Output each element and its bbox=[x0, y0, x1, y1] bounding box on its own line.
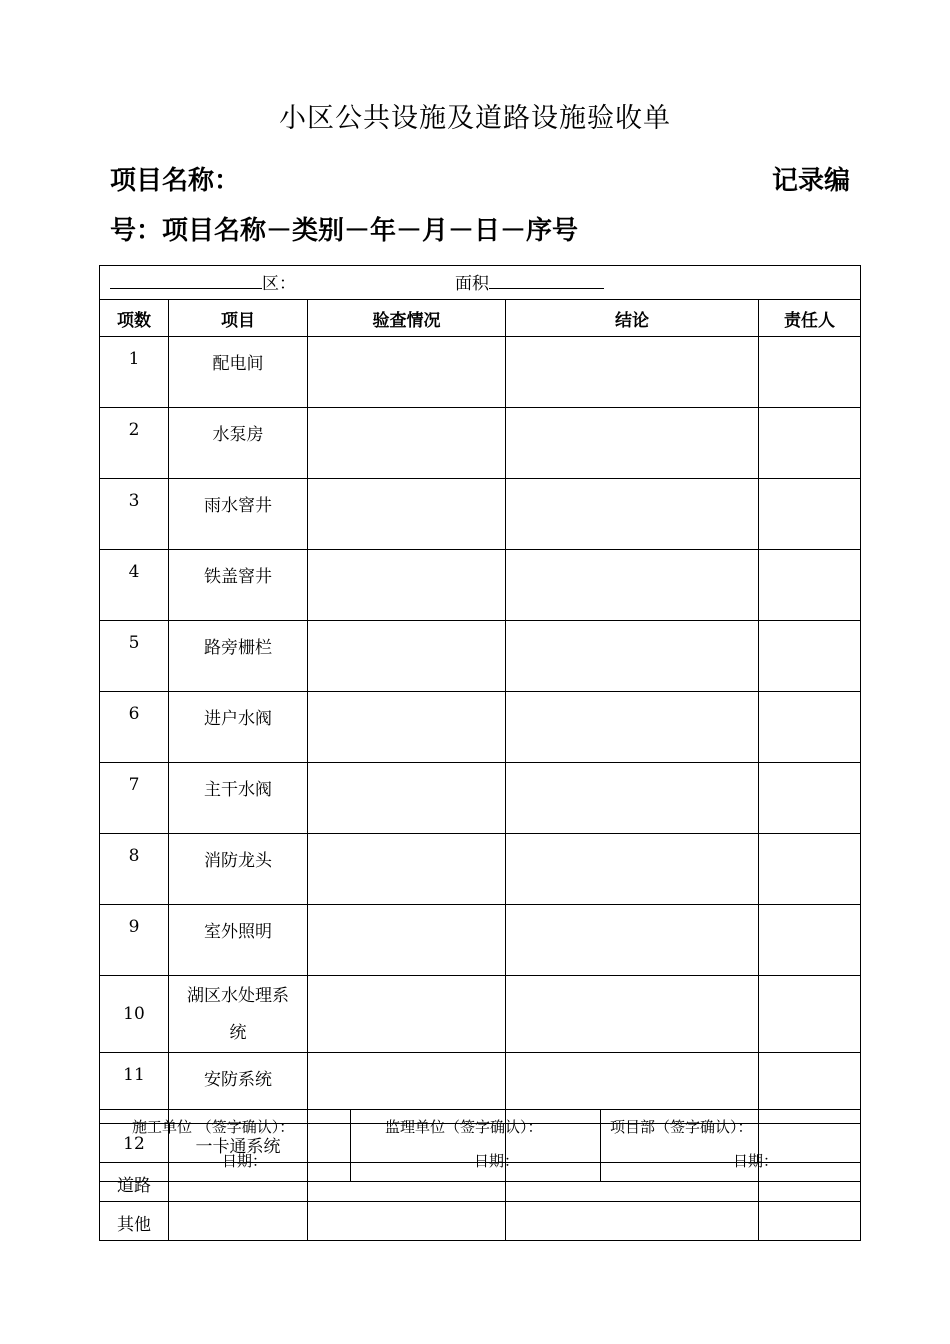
row-item bbox=[169, 1202, 308, 1241]
supervision-sign-label: 监理单位（签字确认）： bbox=[385, 1118, 543, 1136]
row-no: 6 bbox=[100, 692, 169, 763]
record-no-label: 记录编 bbox=[771, 166, 850, 196]
header-responsible: 责任人 bbox=[759, 300, 861, 337]
table-row bbox=[100, 692, 861, 763]
table-row bbox=[100, 550, 861, 621]
table-row bbox=[100, 834, 861, 905]
inspection-cell[interactable] bbox=[308, 479, 506, 550]
inspection-cell[interactable] bbox=[308, 550, 506, 621]
conclusion-cell[interactable] bbox=[506, 621, 759, 692]
row-item: 路旁栅栏 bbox=[169, 621, 308, 692]
row-no: 4 bbox=[100, 550, 169, 621]
zone-field[interactable]: 区： bbox=[110, 269, 296, 294]
document-title: 小区公共设施及道路设施验收单 bbox=[279, 103, 671, 134]
row-item: 室外照明 bbox=[169, 905, 308, 976]
signature-table bbox=[99, 1109, 861, 1182]
table-row bbox=[100, 621, 861, 692]
table-row bbox=[100, 408, 861, 479]
inspection-cell[interactable] bbox=[308, 337, 506, 408]
table-row bbox=[100, 763, 861, 834]
conclusion-cell[interactable] bbox=[506, 550, 759, 621]
header-conclusion: 结论 bbox=[506, 300, 759, 337]
conclusion-cell[interactable] bbox=[506, 408, 759, 479]
table-row bbox=[100, 905, 861, 976]
responsible-cell[interactable] bbox=[759, 905, 861, 976]
row-no: 8 bbox=[100, 834, 169, 905]
header-line-1 bbox=[110, 160, 850, 197]
responsible-cell[interactable] bbox=[759, 550, 861, 621]
row-item: 铁盖窨井 bbox=[169, 550, 308, 621]
row-item: 一卡通系统 bbox=[169, 1124, 308, 1163]
responsible-cell[interactable] bbox=[759, 834, 861, 905]
construction-signature[interactable] bbox=[100, 1110, 351, 1182]
project-name-label: 项目名称： bbox=[110, 166, 241, 196]
row-no: 1 bbox=[100, 337, 169, 408]
table-row bbox=[100, 1202, 861, 1241]
header-inspection: 验查情况 bbox=[308, 300, 506, 337]
header-item: 项目 bbox=[169, 300, 308, 337]
responsible-cell[interactable] bbox=[759, 479, 861, 550]
conclusion-cell[interactable] bbox=[506, 834, 759, 905]
record-no-format: 号：项目名称－类别－年－月－日－序号 bbox=[110, 216, 579, 246]
conclusion-cell[interactable] bbox=[506, 337, 759, 408]
row-no: 3 bbox=[100, 479, 169, 550]
project-dept-sign-label: 项目部（签字确认）： bbox=[610, 1118, 753, 1136]
responsible-cell[interactable] bbox=[759, 337, 861, 408]
inspection-cell[interactable] bbox=[308, 834, 506, 905]
row-no: 5 bbox=[100, 621, 169, 692]
row-no: 道路 bbox=[100, 1163, 169, 1202]
inspection-cell[interactable] bbox=[308, 905, 506, 976]
row-no: 10 bbox=[100, 976, 169, 1053]
inspection-cell[interactable] bbox=[308, 763, 506, 834]
inspection-cell[interactable] bbox=[308, 692, 506, 763]
row-item: 配电间 bbox=[169, 337, 308, 408]
row-no: 12 bbox=[100, 1124, 169, 1163]
row-no: 9 bbox=[100, 905, 169, 976]
responsible-cell[interactable] bbox=[759, 1202, 861, 1241]
row-item: 雨水窨井 bbox=[169, 479, 308, 550]
header-no: 项数 bbox=[100, 300, 169, 337]
row-item: 湖区水处理系 统 bbox=[169, 976, 308, 1053]
row-item: 水泵房 bbox=[169, 408, 308, 479]
table-row bbox=[100, 479, 861, 550]
row-no: 7 bbox=[100, 763, 169, 834]
conclusion-cell[interactable] bbox=[506, 479, 759, 550]
conclusion-cell[interactable] bbox=[506, 1202, 759, 1241]
supervision-date-label: 日期： bbox=[474, 1152, 520, 1170]
project-dept-date-label: 日期： bbox=[733, 1152, 779, 1170]
row-item: 主干水阀 bbox=[169, 763, 308, 834]
responsible-cell[interactable] bbox=[759, 763, 861, 834]
construction-sign-label: 施工单位 （签字确认）： bbox=[132, 1118, 295, 1136]
table-header bbox=[100, 300, 861, 337]
area-field[interactable]: 面积 bbox=[455, 269, 604, 294]
responsible-cell[interactable] bbox=[759, 621, 861, 692]
conclusion-cell[interactable] bbox=[506, 905, 759, 976]
responsible-cell[interactable] bbox=[759, 976, 861, 1053]
row-item: 进户水阀 bbox=[169, 692, 308, 763]
responsible-cell[interactable] bbox=[759, 408, 861, 479]
inspection-table bbox=[99, 265, 861, 1241]
row-item: 消防龙头 bbox=[169, 834, 308, 905]
inspection-cell[interactable] bbox=[308, 1202, 506, 1241]
area-row bbox=[100, 266, 861, 300]
row-no: 其他 bbox=[100, 1202, 169, 1241]
construction-date-label: 日期： bbox=[222, 1152, 268, 1170]
inspection-cell[interactable] bbox=[308, 408, 506, 479]
inspection-cell[interactable] bbox=[308, 976, 506, 1053]
responsible-cell[interactable] bbox=[759, 692, 861, 763]
table-row bbox=[100, 337, 861, 408]
inspection-cell[interactable] bbox=[308, 621, 506, 692]
row-item: 安防系统 bbox=[169, 1053, 308, 1124]
supervision-signature[interactable] bbox=[351, 1110, 601, 1182]
row-no: 11 bbox=[100, 1053, 169, 1124]
row-no: 2 bbox=[100, 408, 169, 479]
conclusion-cell[interactable] bbox=[506, 692, 759, 763]
conclusion-cell[interactable] bbox=[506, 976, 759, 1053]
table-row bbox=[100, 976, 861, 1053]
conclusion-cell[interactable] bbox=[506, 763, 759, 834]
project-dept-signature[interactable] bbox=[601, 1110, 861, 1182]
